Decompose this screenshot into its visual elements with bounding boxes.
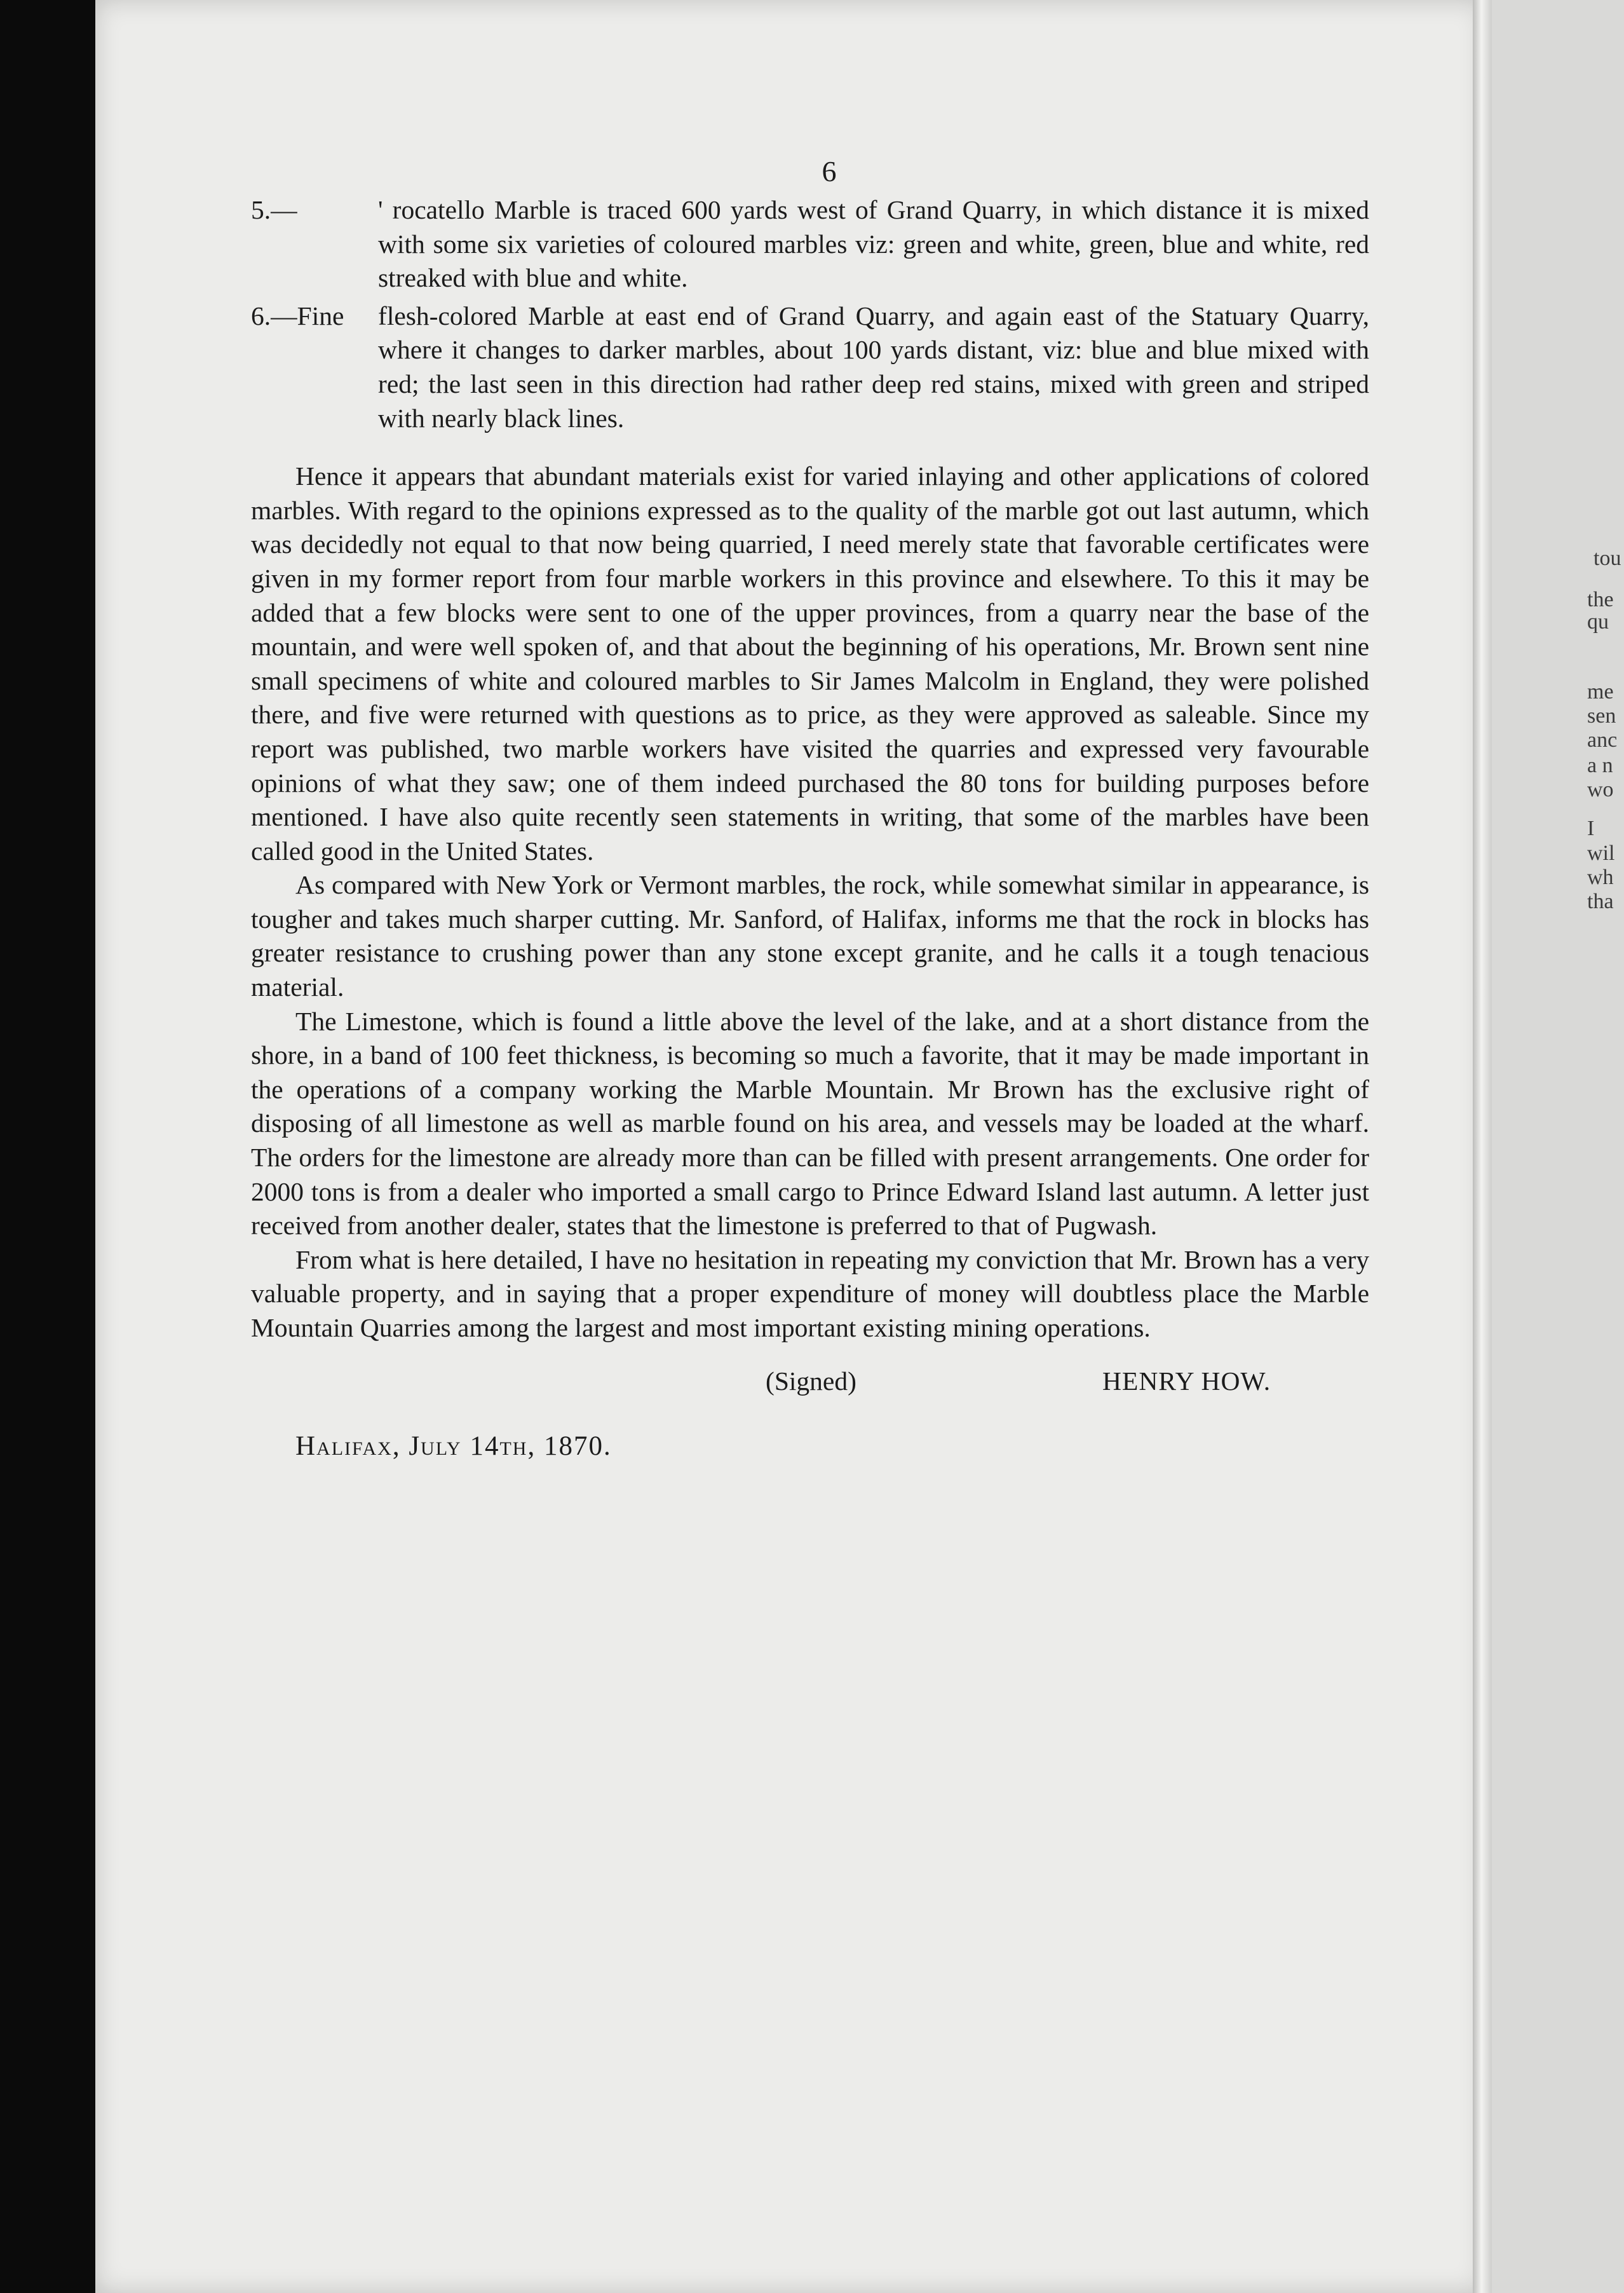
paragraph: The Limestone, which is found a little above the level of the lake, and at a short distance from the shore, in a band of 100 feet thickness, is becoming so much a favorite, that it may be made important in the operations of a company working the Marble Mountain. Mr Brown has the exclusive right of disposing of all limestone as well as marble found on his area, and vessels may be loaded at the wharf. The orders for the limestone are already more than can be filled with present arrangements. One order for 2000 tons is from a dealer who imported a small cargo to Prince Edward Island last autumn. A letter just received from another dealer, states that the limestone is preferred to that of Pugwash. xyxy=(251,1006,1369,1241)
numbered-item xyxy=(251,299,1369,435)
adjacent-page-fragment: a n xyxy=(1587,754,1613,777)
adjacent-page-fragment: wh xyxy=(1587,866,1614,889)
adjacent-page-fragment: the xyxy=(1587,588,1614,611)
adjacent-page-fragment: sen xyxy=(1587,704,1616,728)
adjacent-page-edge xyxy=(1492,0,1624,2293)
item-number: 6.—Fine xyxy=(251,301,344,330)
paragraph: As compared with New York or Vermont marbles, the rock, while somewhat similar in appearance, is tougher and takes much sharper cutting. Mr. Sanford, of Halifax, informs me that the rock in blocks has greater resistance to crushing power than any stone except granite, and he calls it a tough tenacious material. xyxy=(251,870,1369,1002)
numbered-item xyxy=(251,193,1369,296)
signed-label: (Signed) xyxy=(766,1366,856,1396)
adjacent-page-fragment: tou xyxy=(1594,547,1621,570)
item-text: ' rocatello Marble is traced 600 yards west of Grand Quarry, in which distance it is mixed with some six varieties of coloured marbles viz: green and white, green, blue and white, red streaked with blue and white. xyxy=(378,195,1369,293)
paragraph: From what is here detailed, I have no hesitation in repeating my conviction that Mr. Brown has a very valuable property, and in saying that a proper expenditure of money will doubtless place the Marble Mountain Quarries among the largest and most important existing mining operations. xyxy=(251,1244,1369,1342)
item-number: 5.— xyxy=(251,195,297,224)
dateline: Halifax, July 14th, 1870. xyxy=(295,1431,612,1461)
adjacent-page-fragment: me xyxy=(1587,680,1614,704)
adjacent-page-fragment: wo xyxy=(1587,778,1614,801)
adjacent-page-fragment: I xyxy=(1587,817,1595,840)
adjacent-page-fragment: anc xyxy=(1587,728,1618,752)
adjacent-page-fragment: wil xyxy=(1587,841,1615,865)
signature-line xyxy=(251,1364,1369,1403)
adjacent-page-fragment: qu xyxy=(1587,610,1609,634)
document-body xyxy=(251,153,1369,1463)
paragraph: Hence it appears that abundant materials exist for varied inlaying and other applications of colored marbles. With regard to the opinions expressed as to the quality of the marble got out last autumn, which was decidedly not equal to that now being quarried, I need merely state that favorable certificates were given in my former report from four marble workers in this province and elsewhere. To this it may be added that a few blocks were sent to one of the upper provinces, from a quarry near the base of the mountain, and were well spoken of, and that about the beginning of his operations, Mr. Brown sent nine small specimens of white and coloured marbles to Sir James Malcolm in England, they were polished there, and five were returned with questions as to price, as they were approved as saleable. Since my report was published, two marble workers have visited the quarries and expressed very favourable opinions of what they saw; one of them indeed purchased the 80 tons for building purposes before mentioned. I have also quite recently seen statements in writing, that some of the marbles have been called good in the United States. xyxy=(251,461,1369,866)
page-fold xyxy=(1473,0,1492,2293)
signatory-name: HENRY HOW. xyxy=(1102,1366,1271,1396)
page-number: 6 xyxy=(822,155,837,187)
item-text: flesh-colored Marble at east end of Grand Quarry, and again east of the Statuary Quarry, where it changes to darker marbles, about 100 yards distant, viz: blue and blue mixed with red; the last seen in this direction had rather deep red stains, mixed with green and striped with nearly black lines. xyxy=(378,301,1369,433)
adjacent-page-fragment: tha xyxy=(1587,890,1614,913)
